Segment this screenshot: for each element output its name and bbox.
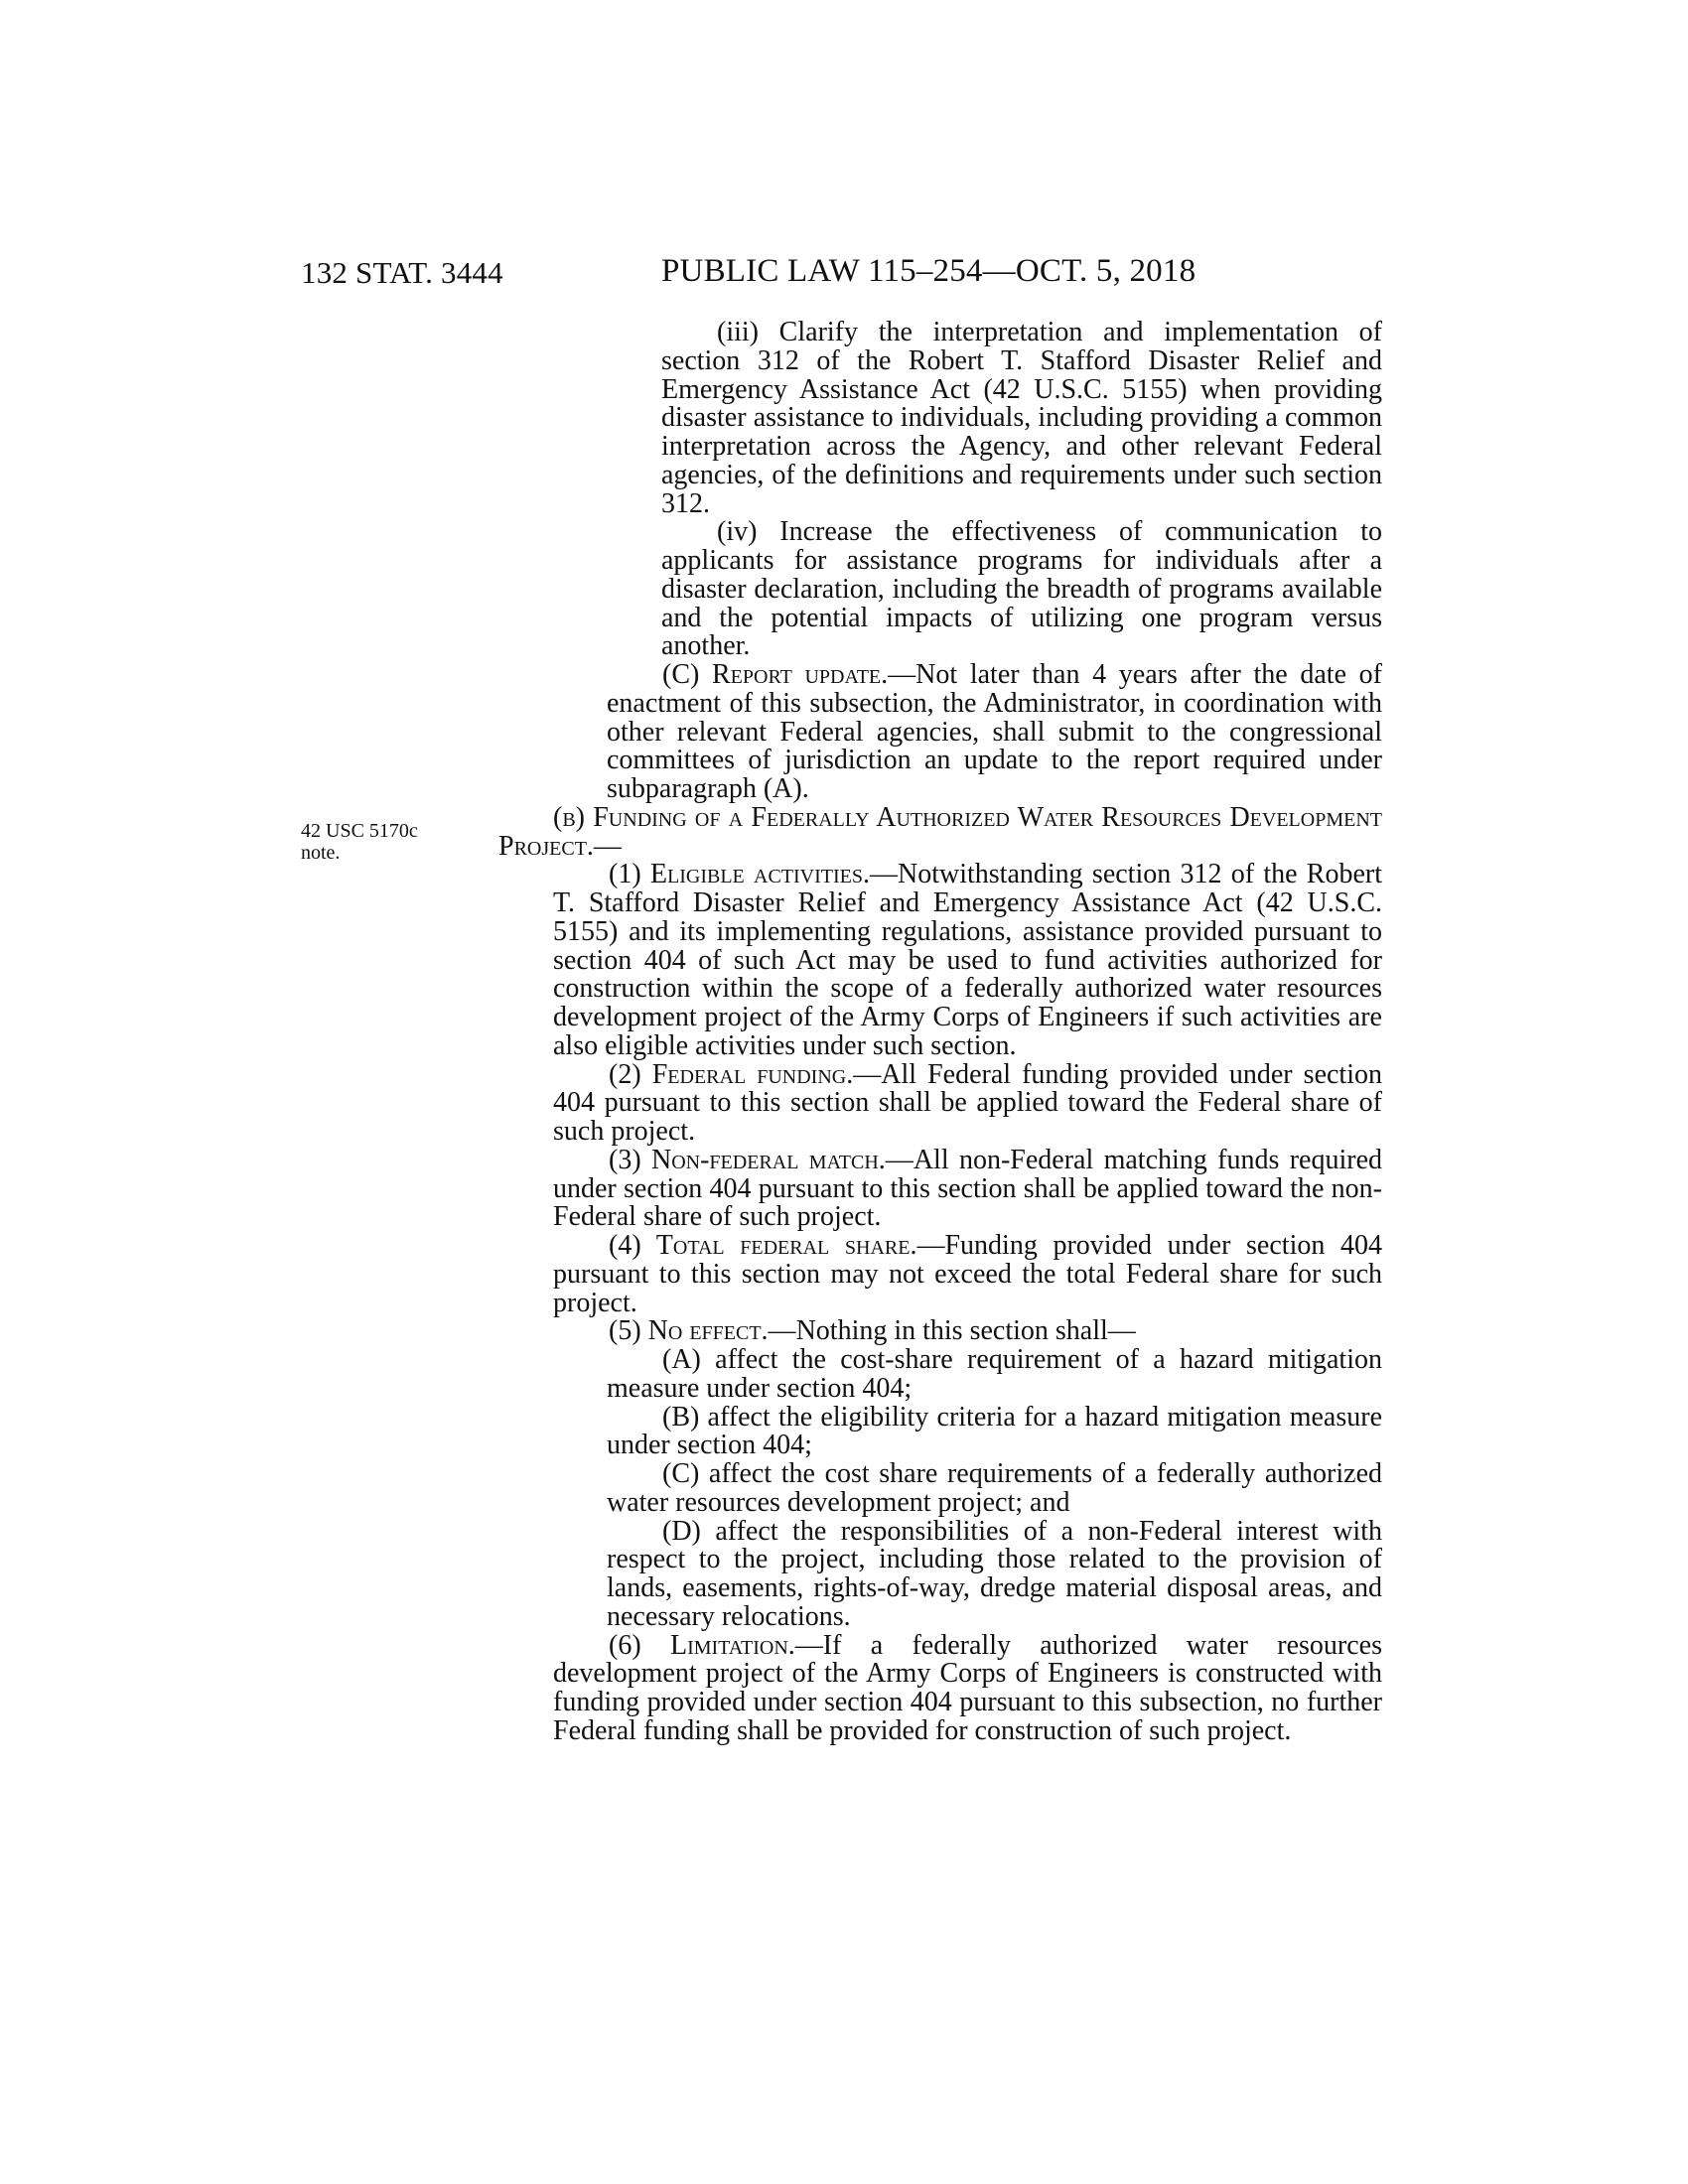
clause-iii: (iii) Clarify the interpretation and implementation of section 312 of the Robert T. Stafford Disaster Relief and Emergency Assistance Act (42 U.S.C. 5155) when providing disaster assistance to individuals, including providing a common interpretation across the Agency, and other relevant Federal agencies, of the definitions and requirements under such section 312. bbox=[661, 317, 1382, 519]
statute-page-number: 132 STAT. 3444 bbox=[301, 255, 503, 290]
margin-note-line-2: note. bbox=[301, 842, 341, 864]
paragraph-3-heading: (3) Non-federal match.— bbox=[609, 1144, 914, 1175]
paragraph-4-heading: (4) Total federal share.— bbox=[609, 1230, 945, 1261]
subparagraph-5a: (A) affect the cost-share requirement of a hazard mitigation measure under section 404; bbox=[607, 1344, 1382, 1404]
subparagraph-c-text: Not later than 4 years after the date of enactment of this subsection, the Administrator, in coordination with other relevant Federal agencies, shall submit to the congressional committees of jurisdiction an update to the report required under subparagraph (A). bbox=[607, 659, 1382, 804]
subparagraph-5d: (D) affect the responsibilities of a non-Federal interest with respect to the project, including those related to the provision of lands, easements, rights-of-way, dredge material disposal areas, and necessary relocations. bbox=[607, 1515, 1382, 1632]
paragraph-2-text: All Federal funding provided under section 404 pursuant to this section shall be applied toward the Federal share of such project. bbox=[553, 1058, 1382, 1147]
paragraph-4-text: Funding provided under section 404 pursuant to this section may not exceed the total Federal share for such project. bbox=[553, 1230, 1382, 1318]
margin-note-line-1: 42 USC 5170c bbox=[301, 820, 418, 842]
paragraph-1-text: Notwithstanding section 312 of the Robert T. Stafford Disaster Relief and Emergency Assistance Act (42 U.S.C. 5155) and its implementing regulations, assistance provided pursuant to section 404 of such Act may be used to fund activities authorized for construction within the scope of a federally authorized water resources development project of the Army Corps of Engineers if such activities are also eligible activities under such section. bbox=[553, 859, 1382, 1061]
paragraph-3-text: All non-Federal matching funds required under section 404 pursuant to this section shall be applied toward the non-Federal share of such project. bbox=[553, 1144, 1382, 1233]
subparagraph-5b: (B) affect the eligibility criteria for a hazard mitigation measure under section 404; bbox=[607, 1401, 1382, 1461]
paragraph-1-heading: (1) Eligible activities.— bbox=[609, 859, 898, 890]
clause-iv: (iv) Increase the effectiveness of communication to applicants for assistance programs for individuals after a disaster declaration, including the breadth of programs available and the potential impacts of utilizing one program versus another. bbox=[661, 516, 1382, 662]
paragraph-5-text: Nothing in this section shall— bbox=[795, 1315, 1136, 1347]
paragraph-2-heading: (2) Federal funding.— bbox=[609, 1058, 882, 1090]
paragraph-4 bbox=[498, 1232, 1382, 1317]
paragraph-6-text: If a federally authorized water resources development project of the Army Corps of Engineers is constructed with funding provided under section 404 pursuant to this subsection, no further Federal funding shall be provided for construction of such project. bbox=[553, 1629, 1382, 1746]
subsection-b-heading-text: (b) Funding of a Federally Authorized Water Resources Development Project.— bbox=[498, 801, 1382, 862]
paragraph-6-heading: (6) Limitation.— bbox=[609, 1629, 823, 1661]
subparagraph-c bbox=[498, 661, 1382, 804]
paragraph-5 bbox=[498, 1317, 1382, 1346]
paragraph-6 bbox=[498, 1629, 1382, 1746]
public-law-title: PUBLIC LAW 115–254—OCT. 5, 2018 bbox=[661, 253, 1196, 289]
paragraph-1 bbox=[498, 861, 1382, 1060]
paragraph-3 bbox=[498, 1144, 1382, 1233]
statute-body bbox=[498, 319, 1382, 1746]
paragraph-2 bbox=[498, 1058, 1382, 1147]
paragraph-5-heading: (5) No effect.— bbox=[609, 1315, 796, 1347]
margin-citation-note bbox=[301, 820, 418, 864]
subparagraph-5c: (C) affect the cost share requirements of a federally authorized water resources development project; and bbox=[607, 1458, 1382, 1518]
subparagraph-c-heading: (C) Report update.— bbox=[662, 659, 916, 690]
subsection-b-heading bbox=[498, 801, 1382, 862]
